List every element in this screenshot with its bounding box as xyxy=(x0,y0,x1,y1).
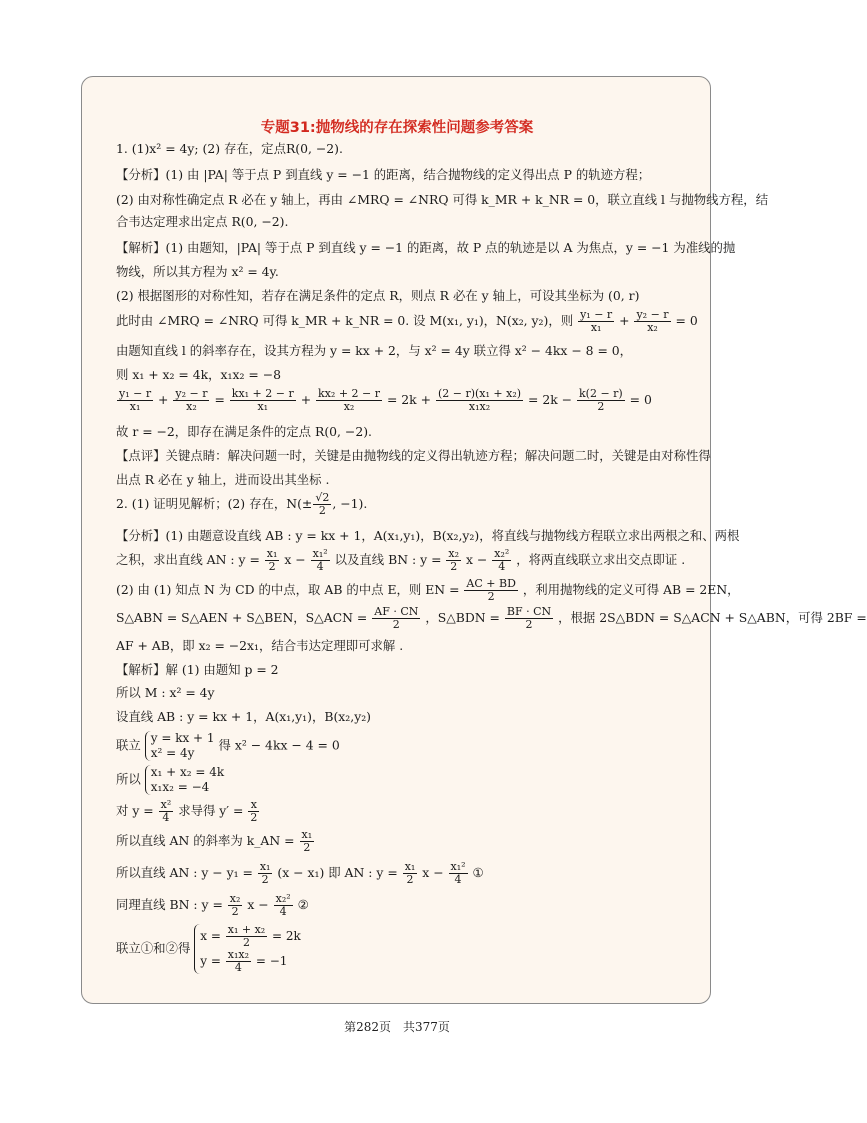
text-seg: 之积，求出直线 AN : y = xyxy=(116,552,260,567)
text-seg: ，利用抛物线的定义可得 AB = 2EN， xyxy=(522,582,740,597)
text-seg: (2) 由 (1) 知点 N 为 CD 的中点，取 AB 的中点 E，则 EN = xyxy=(116,582,460,597)
text-seg: = 0 xyxy=(629,392,652,407)
text-seg: 联立①和②得 xyxy=(116,940,191,956)
solution-2-derivative xyxy=(116,799,260,824)
op: x − xyxy=(465,552,488,567)
solution-1-line8: 此时由 ∠MRQ = ∠NRQ 可得 k_MR + k_NR = 0. 设 M(x₁, y₁)，N(x₂, y₂)，则 $\frac{\text{y₁ − r}}{\text{x₁}}$ + $\frac{\text{y₂ − r}}{\text{x₂}}$ = 0 xyxy=(116,308,698,334)
fraction: $\frac{\text{(2 − r)(x₁ + x₂)}}{\text{x₁x₂}}$ xyxy=(437,387,522,413)
fraction: $\frac{\text{x₁}}{2}$ xyxy=(266,547,278,573)
solution-2-line-bn xyxy=(116,893,309,918)
sys-row: x = $\frac{\text{x₁ + x₂}}{2}$ = 2k xyxy=(200,923,301,949)
solution-1: 【解析】(1) 由题知，|PA| 等于点 P 到直线 y = −1 的距离，故 P 点的轨迹是以 A 为焦点，y = −1 为准线的抛 xyxy=(116,240,736,255)
text-seg: 所以直线 AN 的斜率为 k_AN = xyxy=(116,833,295,848)
solution-2: 【解析】解 (1) 由题知 p = 2 xyxy=(116,662,279,677)
text-seg: 此时由 ∠MRQ = ∠NRQ 可得 k_MR + k_NR = 0. 设 M(x₁, y₁)，N(x₂, y₂)，则 xyxy=(116,313,574,328)
fraction: $\frac{x}{2}$ xyxy=(250,798,258,824)
fraction: $\frac{\text{x₁}}{2}$ xyxy=(404,860,416,886)
op: + xyxy=(158,392,169,407)
text-seg: 求导得 y′ = xyxy=(178,803,244,818)
fraction: $\frac{\text{x₂}}{2}$ xyxy=(448,547,460,573)
equation-system xyxy=(194,924,301,974)
solution-1-line9: 由题知直线 l 的斜率存在，设其方程为 y = kx + 2，与 x² = 4y 联立得 x² − 4kx − 8 = 0， xyxy=(116,343,633,358)
comment-1-cont: 出点 R 必在 y 轴上，进而设出其坐标 . xyxy=(116,472,330,487)
text-seg: 同理直线 BN : y = xyxy=(116,897,223,912)
text-seg: 所以 xyxy=(116,771,141,787)
comment-1: 【点评】关键点睛：解决问题一时，关键是由抛物线的定义得出轨迹方程；解决问题二时，关键是由对称性得 xyxy=(116,448,711,463)
solution-2-intersection xyxy=(116,924,301,974)
text-seg: 联立 xyxy=(116,737,141,753)
analysis-2-areas xyxy=(116,606,867,631)
fraction: $\frac{\text{x₂}}{2}$ xyxy=(229,892,241,918)
text-seg: , −1). xyxy=(332,496,368,511)
fraction: $\frac{AC + BD}{2}$ xyxy=(466,577,516,603)
text-seg: = 0 xyxy=(675,313,698,328)
fraction: $\frac{BF \cdot CN}{2}$ xyxy=(506,605,552,631)
solution-2-system1 xyxy=(116,731,340,761)
solution-2-system2 xyxy=(116,765,224,795)
answer-1: 1. (1)x² = 4y; (2) 存在，定点R(0, −2). xyxy=(116,141,343,156)
page-footer: 第282页 共377页 xyxy=(344,1020,450,1034)
fraction: $\frac{\text{x₁}}{2}$ xyxy=(301,828,313,854)
text-seg: ，S△BDN = xyxy=(425,610,500,625)
analysis-2-part2 xyxy=(116,578,740,603)
op: + xyxy=(300,392,312,407)
fraction: $\frac{\text{x₁²}}{4}$ xyxy=(312,547,328,573)
fraction: $\frac{\text{y₁ − r}}{\text{x₁}}$ xyxy=(119,387,152,413)
solution-2-line3: 设直线 AB : y = kx + 1，A(x₁,y₁)，B(x₂,y₂) xyxy=(116,709,372,724)
text-seg: ② xyxy=(297,897,309,912)
fraction: $\frac{AF \cdot CN}{2}$ xyxy=(374,605,419,631)
fraction: $\frac{\text{kx₂ + 2 − r}}{\text{x₂}}$ xyxy=(318,387,381,413)
solution-1-cont: 物线，所以其方程为 x² = 4y. xyxy=(116,264,279,279)
solution-2-line2: 所以 M : x² = 4y xyxy=(116,685,215,700)
fraction: $\frac{\text{x₁}}{2}$ xyxy=(259,860,271,886)
op: x − xyxy=(422,865,444,880)
text-seg: (x − x₁) 即 AN : y = xyxy=(277,865,398,880)
solution-2-slope xyxy=(116,829,315,854)
fraction: $\frac{\text{y₂ − r}}{\text{x₂}}$ xyxy=(175,387,208,413)
op: = xyxy=(214,392,225,407)
text-seg: 以及直线 BN : y = xyxy=(334,552,442,567)
analysis-2-cont xyxy=(116,548,685,573)
op: = 2k − xyxy=(528,392,573,407)
fraction: $\frac{\text{x₂²}}{4}$ xyxy=(494,547,510,573)
equation-system: x₁ + x₂ = 4k x₁x₂ = −4 xyxy=(145,765,224,795)
solution-1-conclusion: 故 r = −2，即存在满足条件的定点 R(0, −2). xyxy=(116,424,372,439)
text-seg: ① xyxy=(472,865,484,880)
text-seg: 2. (1) 证明见解析；(2) 存在，N(± xyxy=(116,496,313,511)
analysis-1-cont2: 合韦达定理求出定点 R(0, −2). xyxy=(116,214,289,229)
solution-1-line10: 则 x₁ + x₂ = 4k，x₁x₂ = −8 xyxy=(116,367,281,382)
analysis-1-cont: (2) 由对称性确定点 R 必在 y 轴上，再由 ∠MRQ = ∠NRQ 可得 k_MR + k_NR = 0，联立直线 l 与抛物线方程，结 xyxy=(116,192,769,207)
fraction: $\frac{\text{y₁ − r}}{\text{x₁}}$ xyxy=(580,308,613,334)
fraction: $\frac{\text{x₂²}}{4}$ xyxy=(275,892,291,918)
sys-row: y = $\frac{\text{x₁x₂}}{4}$ = −1 xyxy=(200,948,288,974)
text-seg: 得 x² − 4kx − 4 = 0 xyxy=(218,737,340,753)
solution-2-line-an xyxy=(116,861,484,886)
text-seg: ，将两直线联立求出交点即证 . xyxy=(516,552,686,567)
analysis-2: 【分析】(1) 由题意设直线 AB : y = kx + 1，A(x₁,y₁)，B(x₂,y₂)，将直线与抛物线方程联立求出两根之和、两根 xyxy=(116,528,740,543)
analysis-2-end: AF + AB，即 x₂ = −2x₁，结合韦达定理即可求解 . xyxy=(116,638,404,653)
fraction: $\frac{k(2 - r)}{2}$ xyxy=(579,387,623,413)
text-seg: ，根据 2S△BDN = S△ACN + S△ABN，可得 2BF = xyxy=(558,610,867,625)
solution-1-equation xyxy=(116,388,652,413)
fraction: $\frac{\text{kx₁ + 2 − r}}{\text{x₁}}$ xyxy=(231,387,294,413)
solution-1-part2: (2) 根据图形的对称性知，若存在满足条件的定点 R，则点 R 必在 y 轴上，可设其坐标为 (0, r) xyxy=(116,288,640,303)
analysis-1: 【分析】(1) 由 |PA| 等于点 P 到直线 y = −1 的距离，结合抛物线的定义得出点 P 的轨迹方程； xyxy=(116,167,651,182)
op: x − xyxy=(247,897,269,912)
equation-system: y = kx + 1 x² = 4y xyxy=(145,731,215,761)
answer-2 xyxy=(116,492,367,517)
fraction: $\frac{√2}{2}$ xyxy=(315,491,330,517)
fraction: $\frac{\text{y₂ − r}}{\text{x₂}}$ xyxy=(636,308,669,334)
fraction: $\frac{\text{x²}}{4}$ xyxy=(160,798,172,824)
page-title: 专题31:抛物线的存在探索性问题参考答案 xyxy=(260,120,534,136)
text-seg: 对 y = xyxy=(116,803,154,818)
text-seg: S△ABN = S△AEN + S△BEN，S△ACN = xyxy=(116,610,368,625)
op: = 2k + xyxy=(386,392,432,407)
fraction: $\frac{\text{x₁²}}{4}$ xyxy=(450,860,466,886)
op: x − xyxy=(284,552,306,567)
text-seg: 所以直线 AN : y − y₁ = xyxy=(116,865,253,880)
